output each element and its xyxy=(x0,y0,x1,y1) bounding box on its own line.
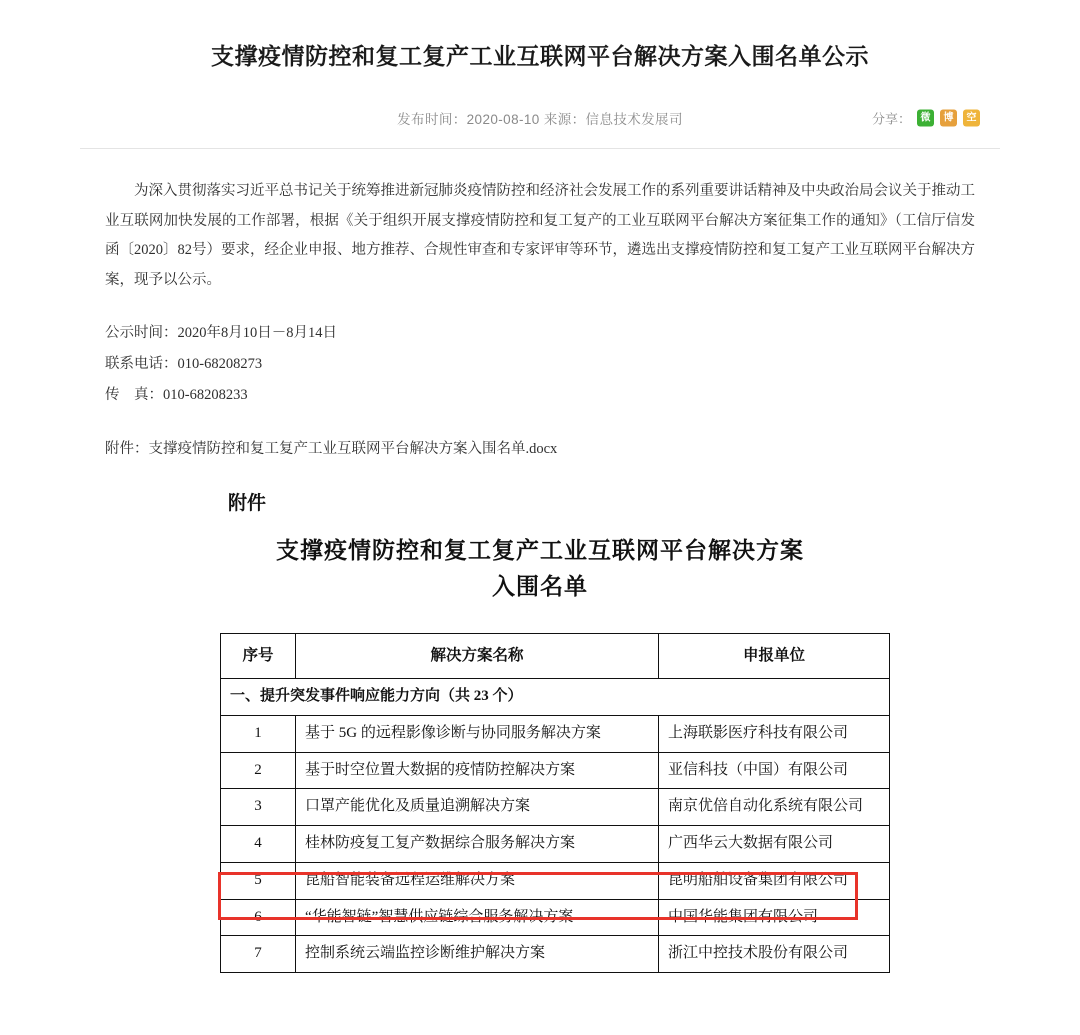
attachment-label: 附件 xyxy=(228,493,267,515)
row-unit: 上海联影医疗科技有限公司 xyxy=(659,715,890,752)
weibo-share-glyph: 博 xyxy=(943,112,954,124)
notice-info-block xyxy=(105,318,975,412)
header-divider xyxy=(80,148,1000,149)
row-name: 基于 5G 的远程影像诊断与协同服务解决方案 xyxy=(296,715,659,752)
row-name: 基于时空位置大数据的疫情防控解决方案 xyxy=(296,752,659,789)
row-unit: 中国华能集团有限公司 xyxy=(659,899,890,936)
row-name: 控制系统云端监控诊断维护解决方案 xyxy=(296,936,659,973)
table-header xyxy=(221,633,890,678)
article-container xyxy=(40,0,1040,973)
notice-fax: 传 真：010-68208233 xyxy=(105,387,248,404)
row-name: 桂林防疫复工复产数据综合服务解决方案 xyxy=(296,826,659,863)
wechat-share-icon[interactable] xyxy=(917,109,934,126)
publish-meta: 发布时间：2020-08-10 来源：信息技术发展司 xyxy=(397,111,683,127)
notice-phone: 联系电话：010-68208273 xyxy=(105,355,263,372)
solution-list-table xyxy=(220,633,890,973)
qzone-share-icon[interactable] xyxy=(963,109,980,126)
row-no: 6 xyxy=(221,899,296,936)
table-header-row xyxy=(221,633,890,678)
table-row xyxy=(221,826,890,863)
table-row-highlighted xyxy=(221,789,890,826)
column-header-unit: 申报单位 xyxy=(659,633,890,678)
row-unit: 广西华云大数据有限公司 xyxy=(659,826,890,863)
table-row xyxy=(221,752,890,789)
attachment-title-line2: 入围名单 xyxy=(492,573,588,599)
notice-period: 公示时间：2020年8月10日－8月14日 xyxy=(105,324,337,341)
attachment-title xyxy=(220,533,860,604)
row-no: 5 xyxy=(221,862,296,899)
column-header-name: 解决方案名称 xyxy=(296,633,659,678)
qzone-share-glyph: 空 xyxy=(966,112,977,124)
row-name: “华能智链”智慧供应链综合服务解决方案 xyxy=(296,899,659,936)
attachment-title-line1: 支撑疫情防控和复工复产工业互联网平台解决方案 xyxy=(276,538,804,564)
table-section-row xyxy=(221,679,890,716)
table-row xyxy=(221,899,890,936)
row-name: 昆船智能装备远程运维解决方案 xyxy=(296,862,659,899)
row-no: 3 xyxy=(221,789,296,826)
attachment-document xyxy=(220,488,864,973)
table-section-label: 一、提升突发事件响应能力方向（共 23 个） xyxy=(221,679,890,716)
row-no: 7 xyxy=(221,936,296,973)
row-unit: 南京优倍自动化系统有限公司 xyxy=(659,789,890,826)
row-no: 1 xyxy=(221,715,296,752)
row-unit: 昆明船舶设备集团有限公司 xyxy=(659,862,890,899)
row-no: 4 xyxy=(221,826,296,863)
weibo-share-icon[interactable] xyxy=(940,109,957,126)
attachment-link[interactable]: 附件：支撑疫情防控和复工复产工业互联网平台解决方案入围名单.docx xyxy=(105,441,558,458)
row-unit: 亚信科技（中国）有限公司 xyxy=(659,752,890,789)
table-row xyxy=(221,936,890,973)
row-unit: 浙江中控技术股份有限公司 xyxy=(659,936,890,973)
table-row xyxy=(221,862,890,899)
wechat-share-glyph: 微 xyxy=(920,112,931,124)
row-no: 2 xyxy=(221,752,296,789)
share-group xyxy=(872,108,980,127)
table-body xyxy=(221,679,890,973)
table-row xyxy=(221,715,890,752)
row-name: 口罩产能优化及质量追溯解决方案 xyxy=(296,789,659,826)
article-meta-row xyxy=(40,108,1040,128)
body-paragraph: 为深入贯彻落实习近平总书记关于统筹推进新冠肺炎疫情防控和经济社会发展工作的系列重要讲话精神及中央政治局会议关于推动工业互联网加快发展的工作部署，根据《关于组织开展支撑疫情防控和复工复产的工业互联网平台解决方案征集工作的通知》（工信厅信发函〔2020〕82号）要求，经企业申报、地方推荐、合规性审查和专家评审等环节，遴选出支撑疫情防控和复工复产工业互联网平台解决方案，现予以公示。 xyxy=(105,182,975,289)
share-label: 分享： xyxy=(871,111,911,127)
article-body xyxy=(105,177,975,296)
column-header-no: 序号 xyxy=(221,633,296,678)
page-title: 支撑疫情防控和复工复产工业互联网平台解决方案入围名单公示 xyxy=(211,43,869,70)
